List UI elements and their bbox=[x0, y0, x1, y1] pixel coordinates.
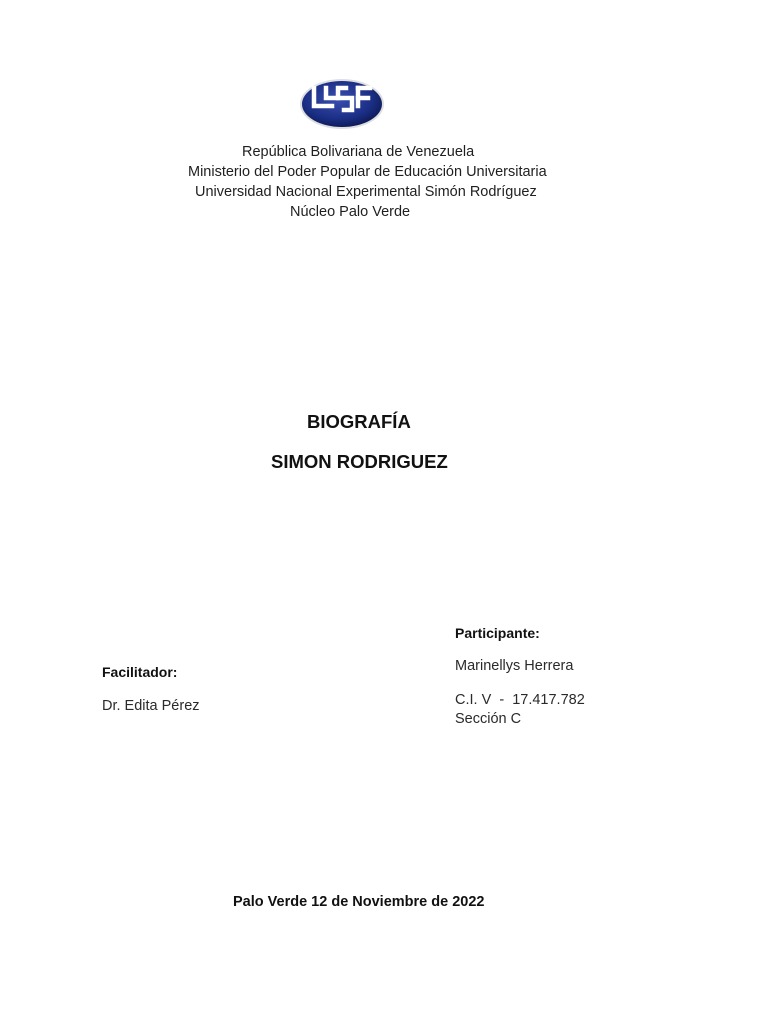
place-date: Palo Verde 12 de Noviembre de 2022 bbox=[233, 894, 485, 910]
header-university: Universidad Nacional Experimental Simón Rodríguez bbox=[195, 184, 537, 200]
facilitator-name: Dr. Edita Pérez bbox=[102, 698, 200, 714]
header-ministry: Ministerio del Poder Popular de Educación Universitaria bbox=[188, 164, 547, 180]
header-campus: Núcleo Palo Verde bbox=[290, 204, 411, 220]
document-subtitle: SIMON RODRIGUEZ bbox=[271, 451, 448, 472]
header-country: República Bolivariana de Venezuela bbox=[242, 144, 475, 160]
university-logo-icon bbox=[298, 76, 386, 132]
participant-id: C.I. V - 17.417.782 bbox=[455, 692, 585, 708]
participant-section: Sección C bbox=[455, 711, 522, 727]
document-title: BIOGRAFÍA bbox=[307, 411, 411, 432]
participant-name: Marinellys Herrera bbox=[455, 658, 574, 674]
facilitator-label: Facilitador: bbox=[102, 664, 178, 680]
participant-label: Participante: bbox=[455, 625, 540, 641]
